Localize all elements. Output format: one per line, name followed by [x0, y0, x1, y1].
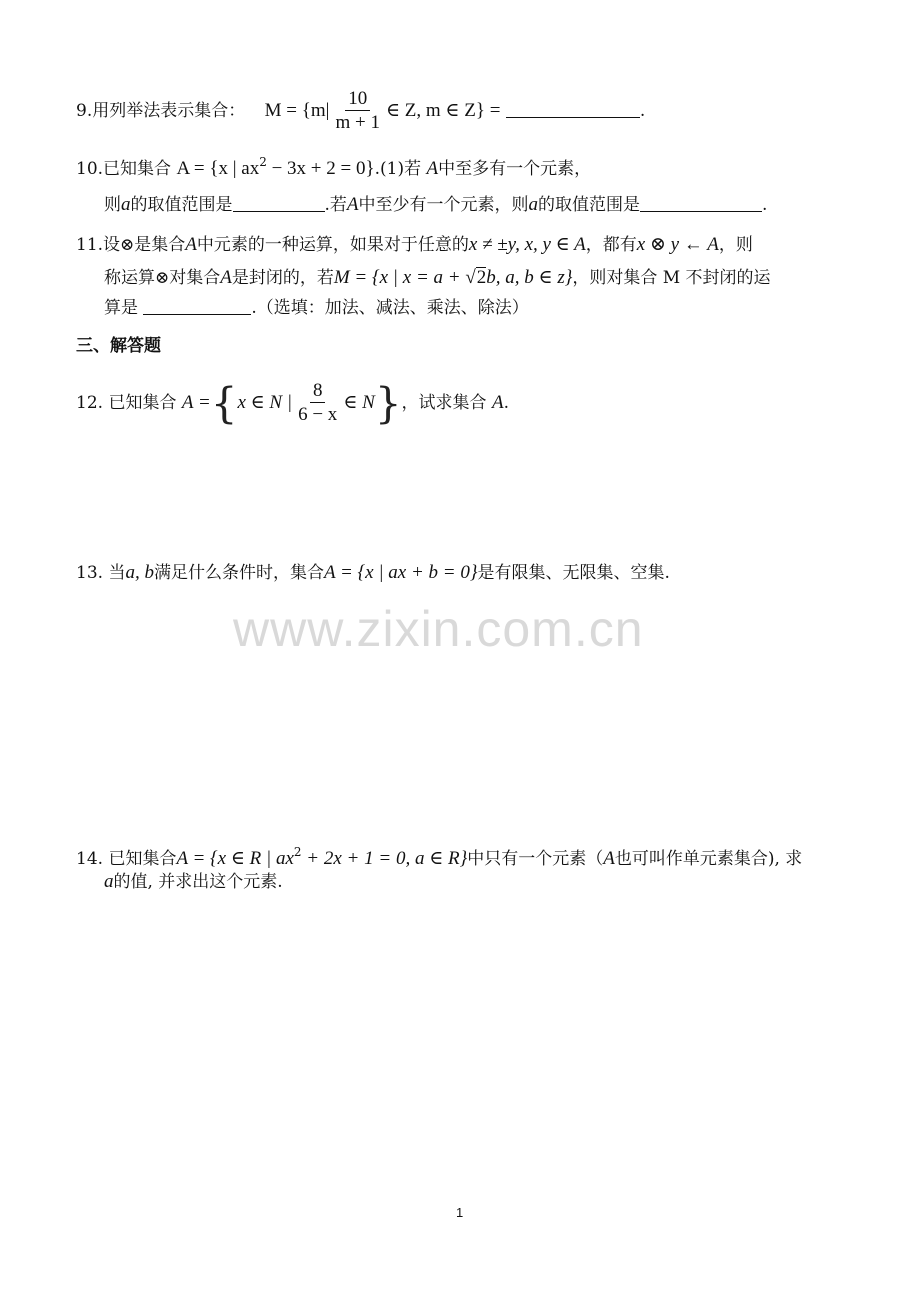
q14-sup: 2	[293, 845, 302, 859]
q10-prefix: 10.已知集合	[76, 159, 172, 179]
q10-text: 的取值范围是	[538, 195, 641, 215]
q10-answer-blank-1[interactable]	[233, 193, 325, 212]
q11-set-M: M = {x | x = a +	[333, 267, 466, 288]
question-14-line1	[76, 840, 802, 871]
right-brace-icon: }	[374, 378, 402, 428]
q12-numerator: 8	[310, 380, 326, 403]
q12-end: .	[503, 393, 509, 413]
q14-var-a: a	[104, 871, 114, 892]
q9-set-rhs: ∈ Z, m ∈ Z} =	[385, 100, 501, 121]
q11-condition: x ≠ ±y, x, y ∈ A	[468, 234, 586, 255]
q10-var-a: a	[121, 194, 131, 215]
question-14-line2	[104, 870, 283, 894]
question-10-line1	[76, 150, 591, 181]
q9-denominator: m + 1	[335, 112, 380, 133]
q10-set-end: − 3x + 2 = 0}	[266, 158, 375, 179]
q10-part1b: 中至多有一个元素，	[438, 159, 592, 179]
q13-vars: a, b	[125, 562, 154, 583]
q13-set: A = {x | ax + b = 0}	[323, 562, 478, 583]
q9-fraction	[332, 88, 383, 135]
q10-var-A: A	[426, 158, 439, 179]
q11-text: 是封闭的，若	[231, 268, 334, 288]
question-10-line2	[104, 193, 767, 217]
section-title: 三、解答题	[76, 336, 161, 356]
q12-prefix: 12. 已知集合	[76, 393, 177, 413]
q14-text: 的值, 并求出这个元素.	[113, 872, 283, 892]
q9-answer-blank[interactable]	[506, 99, 640, 118]
q11-operation: x ⊗ y ← A	[636, 234, 719, 255]
q14-set: A = {x ∈ R | ax	[176, 848, 294, 869]
q10-sup: 2	[259, 155, 267, 169]
page-number: 1	[456, 1205, 464, 1220]
question-11-line3	[104, 296, 529, 320]
q14-text: 中只有一个元素（	[467, 849, 604, 869]
q11-text: 中元素的一种运算，如果对于任意的	[196, 235, 469, 255]
q12-fraction	[295, 380, 340, 427]
question-11-line2	[104, 266, 771, 290]
q12-denominator: 6 − x	[298, 404, 338, 425]
q11-text: ，则	[718, 235, 753, 255]
q11-text: ，则对集合 M 不封闭的运	[572, 268, 771, 288]
q10-set: A = {x | ax	[176, 158, 260, 179]
q10-part1: .(1)若	[374, 159, 422, 179]
q13-suffix: 是有限集、无限集、空集.	[477, 563, 670, 583]
q12-condition-end: ∈ N	[343, 392, 375, 413]
q11-var-A: A	[220, 267, 232, 288]
sqrt-icon: √	[465, 267, 476, 288]
left-brace-icon: {	[210, 378, 238, 428]
q11-text: 算是	[104, 298, 138, 318]
q12-suffix: ，试求集合	[401, 393, 487, 413]
q13-prefix: 13. 当	[76, 563, 126, 583]
q10-text: 则	[104, 195, 121, 215]
q10-var-a: a	[528, 194, 539, 215]
q10-var-A: A	[346, 194, 359, 215]
q11-text: .（选填：加法、减法、乘法、除法）	[251, 298, 529, 318]
q9-end: .	[639, 101, 646, 121]
q14-prefix: 14. 已知集合	[76, 849, 177, 869]
q11-text: 11.设⊗是集合	[76, 235, 186, 255]
q11-sqrt-arg: 2	[476, 267, 487, 288]
q12-set-label: A =	[181, 392, 211, 413]
q9-set-lhs: M = {m|	[264, 100, 330, 121]
q13-text: 满足什么条件时，集合	[153, 563, 324, 583]
q10-text: .	[762, 195, 768, 215]
q10-text: .若	[324, 195, 347, 215]
watermark: www.zixin.com.cn	[233, 601, 644, 657]
q14-var-A: A	[603, 848, 615, 869]
q10-text: 中至少有一个元素，则	[358, 195, 529, 215]
q11-text: 称运算⊗对集合	[104, 268, 221, 288]
q11-set-M-end: b, a, b ∈ z}	[486, 267, 573, 288]
q14-text: 也可叫作单元素集合), 求	[614, 849, 803, 869]
q9-prefix: 9.用列举法表示集合：	[76, 101, 246, 121]
question-11-line1	[76, 233, 753, 257]
q14-set-end: + 2x + 1 = 0, a ∈ R}	[301, 848, 468, 869]
question-9	[76, 88, 645, 135]
q11-answer-blank[interactable]	[143, 296, 251, 315]
q11-var-A: A	[185, 234, 197, 255]
q10-answer-blank-2[interactable]	[640, 193, 762, 212]
question-13	[76, 561, 670, 585]
q11-text: ，都有	[585, 235, 637, 255]
question-12	[76, 380, 509, 427]
q12-condition: x ∈ N |	[237, 392, 293, 413]
q9-numerator: 10	[345, 88, 370, 111]
q10-text: 的取值范围是	[130, 195, 233, 215]
q12-var-A: A	[491, 392, 504, 413]
